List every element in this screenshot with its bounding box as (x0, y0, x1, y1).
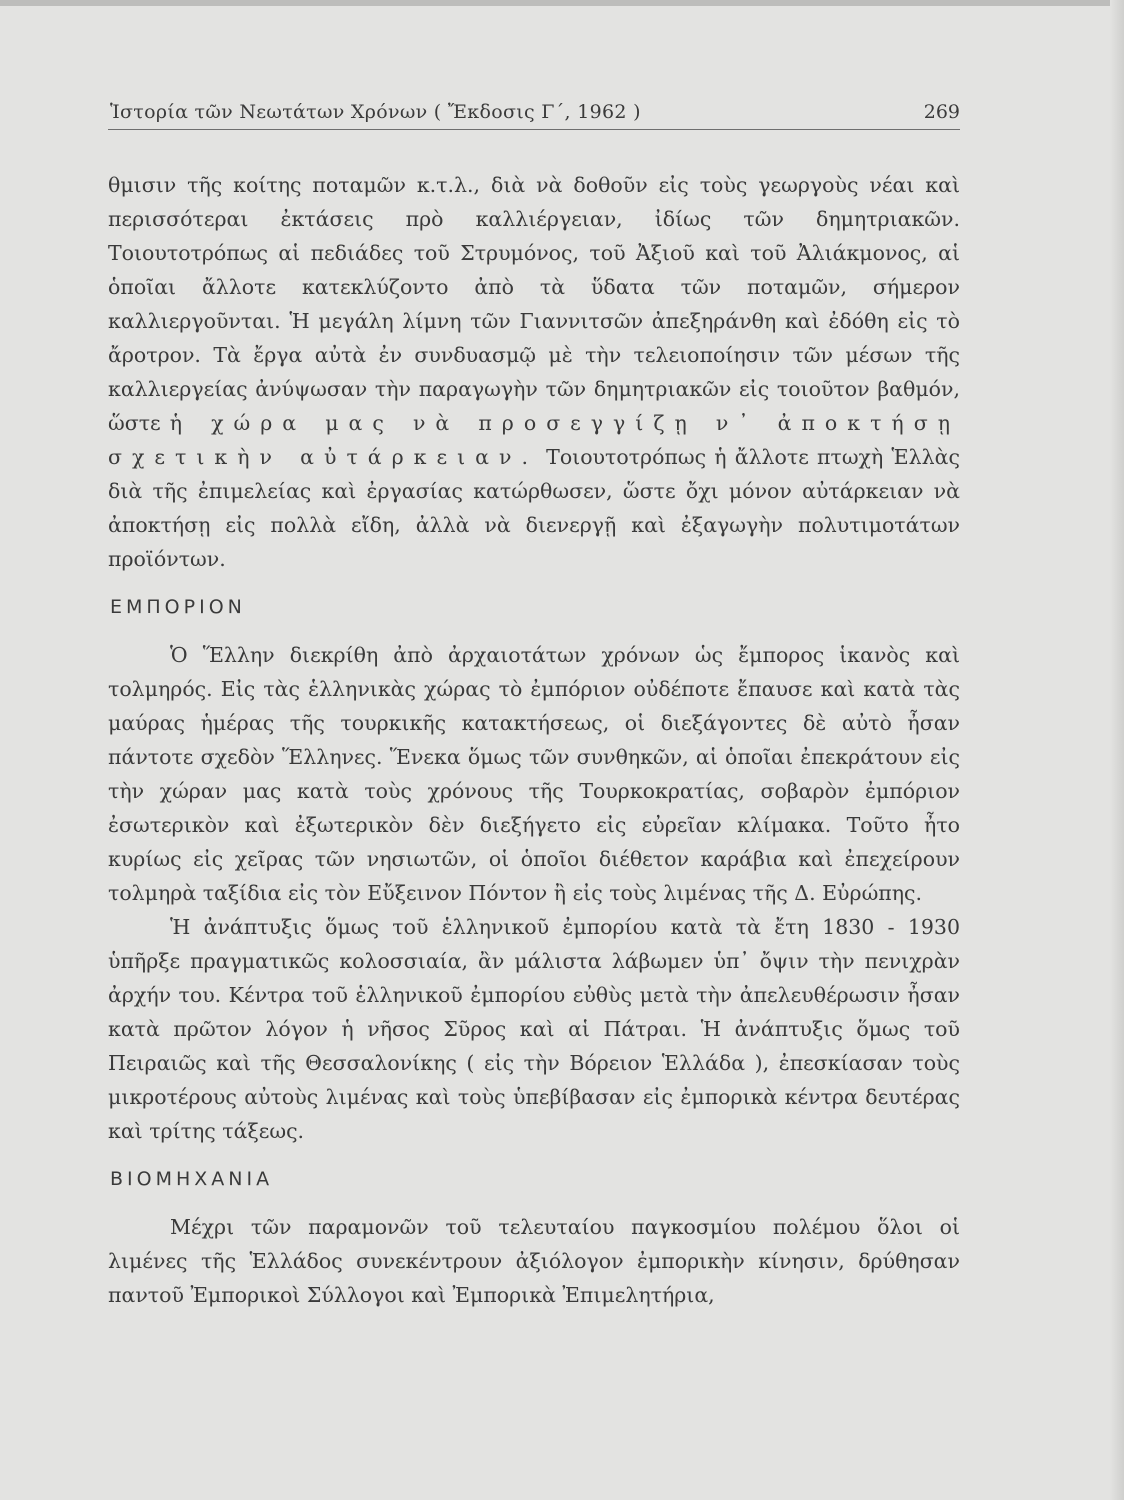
paragraph-text: Τοιουτοτρόπως ἡ ἄλλοτε πτωχὴ Ἑλλὰς διὰ τῆς ἐπιμελείας καὶ ἐργασίας κατώρθωσεν, ὥστε ὄχι μόνον αὐτάρκειαν νὰ ἀποκτήσῃ εἰς πολλὰ εἴδη, ἀλλὰ νὰ διενεργῇ καὶ ἐξαγωγὴν πολυτιμοτάτων προϊόντων. (108, 445, 960, 571)
page-top-edge (0, 0, 1124, 6)
page-right-edge (1110, 0, 1124, 1500)
body-text (108, 168, 960, 1312)
running-header (108, 95, 960, 130)
paragraph-continued (108, 168, 960, 576)
paragraph-commerce-2: Ἡ ἀνάπτυξις ὅμως τοῦ ἑλληνικοῦ ἐμπορίου κατὰ τὰ ἔτη 1830 - 1930 ὑπῆρξε πραγματικῶς κολοσσιαία, ἂν μάλιστα λάβωμεν ὑπ᾽ ὄψιν τὴν πενιχρὰν ἀρχήν του. Κέντρα τοῦ ἑλληνικοῦ ἐμπορίου εὐθὺς μετὰ τὴν ἀπελευθέρωσιν ἦσαν κατὰ πρῶτον λόγον ἡ νῆσος Σῦρος καὶ αἱ Πάτραι. Ἡ ἀνάπτυξις ὅμως τοῦ Πειραιῶς καὶ τῆς Θεσσαλονίκης ( εἰς τὴν Βόρειον Ἑλλάδα ), ἐπεσκίασαν τοὺς μικροτέρους αὐτοὺς λιμένας καὶ τοὺς ὑπεβίβασαν εἰς ἐμπορικὰ κέντρα δευτέρας καὶ τρίτης τάξεως. (108, 915, 960, 1143)
spaced-emphasis: ἡ χώρα μας νὰ προσεγγίζῃ ν᾽ ἀποκτήσῃ σχετικὴν αὐτάρκειαν. (108, 411, 960, 469)
section-heading-industry: ΒΙΟΜΗΧΑΝΙΑ (110, 1168, 274, 1190)
paragraph-commerce-1: Ὁ Ἕλλην διεκρίθη ἀπὸ ἀρχαιοτάτων χρόνων ὡς ἔμπορος ἱκανὸς καὶ τολμηρός. Εἰς τὰς ἑλληνικὰς χώρας τὸ ἐμπόριον οὐδέποτε ἔπαυσε καὶ κατὰ τὰς μαύρας ἡμέρας τῆς τουρκικῆς κατακτήσεως, οἱ διεξάγοντες δὲ αὐτὸ ἦσαν πάντοτε σχεδὸν Ἕλληνες. Ἕνεκα ὅμως τῶν συνθηκῶν, αἱ ὁποῖαι ἐπεκράτουν εἰς τὴν χώραν μας κατὰ τοὺς χρόνους τῆς Τουρκοκρατίας, σοβαρὸν ἐμπόριον ἐσωτερικὸν καὶ ἐξωτερικὸν δὲν διεξήγετο εἰς εὐρεῖαν κλίμακα. Τοῦτο ἦτο κυρίως εἰς χεῖρας τῶν νησιωτῶν, οἱ ὁποῖοι διέθετον καράβια καὶ ἐπεχείρουν τολμηρὰ ταξίδια εἰς τὸν Εὔξεινον Πόντον ἢ εἰς τοὺς λιμένας τῆς Δ. Εὐρώπης. (108, 643, 960, 905)
running-title: Ἱστορία τῶν Νεωτάτων Χρόνων ( Ἔκδοσις Γ΄, 1962 ) (110, 101, 641, 123)
page-number: 269 (923, 101, 960, 123)
paragraph-text: θμισιν τῆς κοίτης ποταμῶν κ.τ.λ., διὰ νὰ δοθοῦν εἰς τοὺς γεωργοὺς νέαι καὶ περισσότεραι ἐκτάσεις πρὸ καλλιέργειαν, ἰδίως τῶν δημητριακῶν. Τοιουτοτρόπως αἱ πεδιάδες τοῦ Στρυμόνος, τοῦ Ἀξιοῦ καὶ τοῦ Ἀλιάκμονος, αἱ ὁποῖαι ἄλλοτε κατεκλύζοντο ἀπὸ τὰ ὕδατα τῶν ποταμῶν, σήμερον καλλιεργοῦνται. Ἡ μεγάλη λίμνη τῶν Γιαννιτσῶν ἀπεξηράνθη καὶ ἐδόθη εἰς τὸ ἄροτρον. Τὰ ἔργα αὐτὰ ἐν συνδυασμῷ μὲ τὴν τελειοποίησιν τῶν μέσων τῆς καλλιεργείας ἀνύψωσαν τὴν παραγωγὴν τῶν δημητριακῶν εἰς τοιοῦτον βαθμόν, ὥστε (108, 173, 960, 435)
section-heading-commerce: ΕΜΠΟΡΙΟΝ (110, 596, 246, 618)
paragraph-industry-1: Μέχρι τῶν παραμονῶν τοῦ τελευταίου παγκοσμίου πολέμου ὅλοι οἱ λιμένες τῆς Ἑλλάδος συνεκέντρουν ἀξιόλογον ἐμπορικὴν κίνησιν, δρύθησαν παντοῦ Ἐμπορικοὶ Σύλλογοι καὶ Ἐμπορικὰ Ἐπιμελητήρια, (108, 1215, 960, 1307)
